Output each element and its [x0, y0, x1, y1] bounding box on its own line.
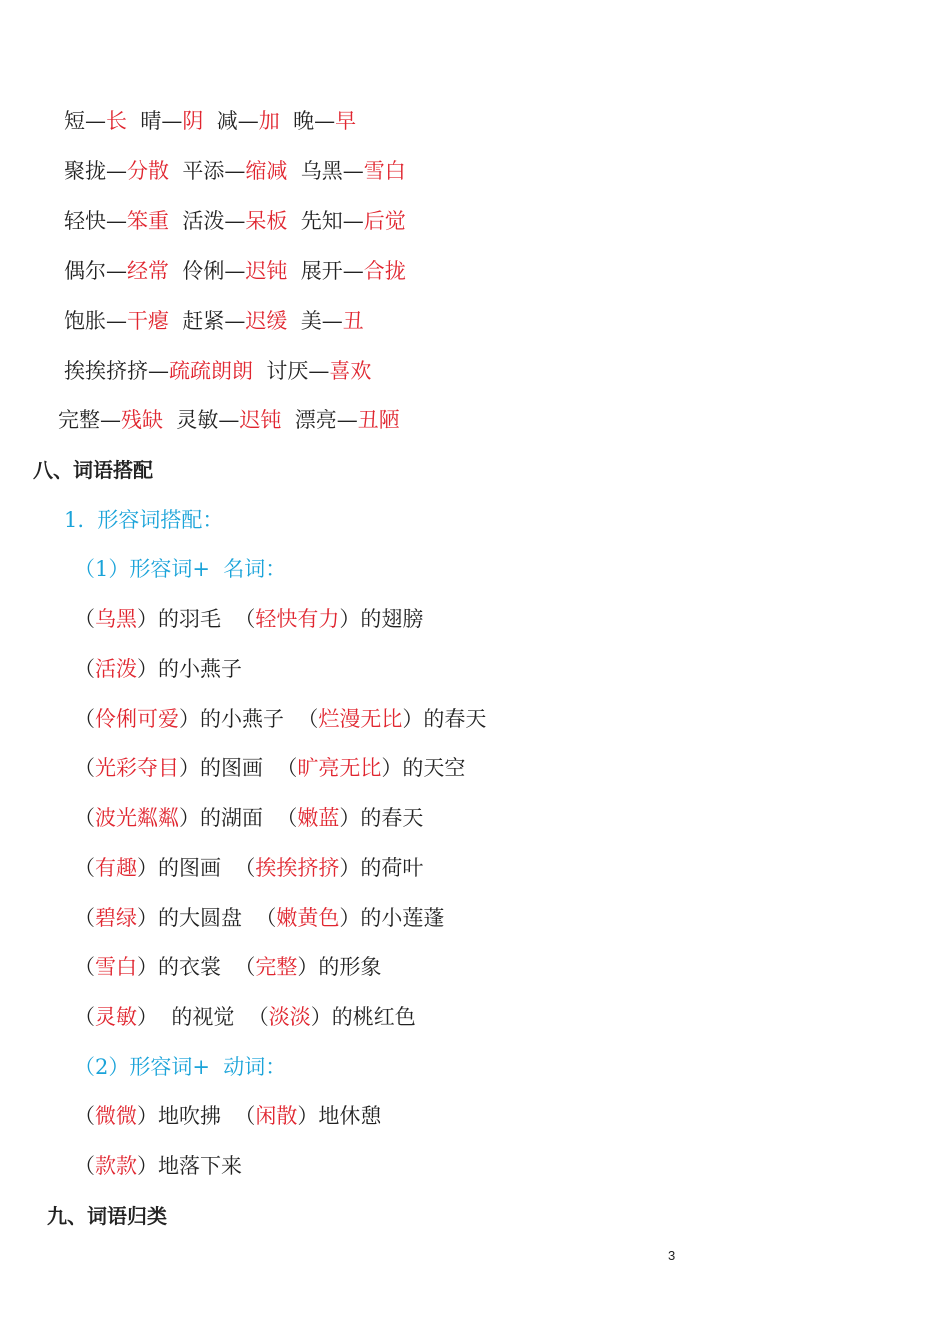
prompt-text: ）的桃红色	[310, 1005, 416, 1029]
answer-word: 完整	[255, 955, 298, 979]
prompt-text: 平添—	[169, 159, 246, 183]
prompt-text: ）的羽毛 （	[137, 607, 256, 631]
answer-word: 早	[335, 109, 357, 133]
prompt-text: 漂亮—	[281, 408, 358, 432]
prompt-text: 展开—	[287, 259, 364, 283]
prompt-text: （	[74, 657, 95, 681]
prompt-text: 先知—	[287, 209, 364, 233]
collocation-line	[74, 604, 423, 634]
answer-word: 雪白	[363, 159, 406, 183]
antonym-line	[64, 206, 406, 236]
answer-word: 淡淡	[268, 1005, 311, 1029]
collocation-line	[74, 704, 486, 734]
answer-word: 波光粼粼	[95, 806, 179, 830]
prompt-text: ） 的视觉 （	[137, 1005, 269, 1029]
prompt-text: （	[74, 1005, 95, 1029]
answer-word: 嫩蓝	[297, 806, 340, 830]
prompt-text: 减—	[203, 109, 259, 133]
prompt-text: ）的衣裳 （	[137, 955, 256, 979]
answer-word: 伶俐可爱	[95, 707, 179, 731]
answer-word: 闲散	[255, 1104, 298, 1128]
prompt-text: ）的图画 （	[137, 856, 256, 880]
answer-word: 光彩夺目	[95, 756, 179, 780]
prompt-text: （	[74, 806, 95, 830]
prompt-text: （	[74, 756, 95, 780]
antonym-line	[64, 156, 406, 186]
collocation-line	[74, 1151, 242, 1181]
prompt-text: 挨挨挤挤—	[64, 359, 169, 383]
prompt-text: （	[74, 607, 95, 631]
antonym-line	[64, 306, 364, 336]
prompt-text: （	[74, 856, 95, 880]
prompt-text: ）的春天	[402, 707, 487, 731]
prompt-text: ）地吹拂 （	[137, 1104, 256, 1128]
antonym-line	[64, 106, 356, 136]
prompt-text: ）的形象	[297, 955, 382, 979]
answer-word: 丑陋	[357, 408, 400, 432]
answer-word: 喜欢	[329, 359, 372, 383]
collocation-line	[74, 903, 444, 933]
prompt-text: ）的小莲蓬	[339, 906, 445, 930]
prompt-text: 偶尔—	[64, 259, 127, 283]
page-number: 3	[668, 1248, 676, 1263]
subheading-adjective-collocation: 1. 形容词搭配：	[64, 508, 224, 532]
prompt-text: 伶俐—	[169, 259, 246, 283]
answer-word: 微微	[95, 1104, 137, 1128]
prompt-text: ）的春天	[339, 806, 424, 830]
answer-word: 雪白	[95, 955, 137, 979]
answer-word: 分散	[127, 159, 169, 183]
prompt-text: 乌黑—	[287, 159, 364, 183]
answer-word: 乌黑	[95, 607, 137, 631]
prompt-text: 聚拢—	[64, 159, 127, 183]
collocation-line	[74, 753, 465, 783]
prompt-text: ）的湖面 （	[179, 806, 298, 830]
answer-word: 干瘪	[127, 309, 169, 333]
answer-word: 灵敏	[95, 1005, 137, 1029]
prompt-text: （	[74, 1154, 95, 1178]
antonym-line	[58, 405, 400, 435]
prompt-text: 短—	[64, 109, 106, 133]
subheading-adj-noun: （1）形容词+ 名词：	[74, 557, 287, 581]
answer-word: 长	[106, 109, 127, 133]
prompt-text: ）地落下来	[137, 1154, 242, 1178]
answer-word: 阴	[182, 109, 204, 133]
answer-word: 嫩黄色	[276, 906, 340, 930]
section-heading-8: 八、词语搭配	[33, 458, 153, 482]
collocation-line	[74, 952, 381, 982]
antonym-line	[64, 256, 406, 286]
answer-word: 旷亮无比	[297, 756, 382, 780]
prompt-text: 活泼—	[169, 209, 246, 233]
prompt-text: ）的荷叶	[339, 856, 424, 880]
answer-word: 笨重	[127, 209, 169, 233]
answer-word: 迟钝	[239, 408, 282, 432]
answer-word: 合拢	[363, 259, 406, 283]
answer-word: 疏疏朗朗	[169, 359, 253, 383]
answer-word: 款款	[95, 1154, 137, 1178]
antonym-line	[64, 356, 371, 386]
prompt-text: 美—	[287, 309, 343, 333]
collocation-line	[74, 803, 423, 833]
answer-word: 活泼	[95, 657, 137, 681]
prompt-text: （	[74, 906, 95, 930]
prompt-text: 灵敏—	[163, 408, 240, 432]
prompt-text: 讨厌—	[253, 359, 330, 383]
prompt-text: ）的小燕子	[137, 657, 242, 681]
prompt-text: 完整—	[58, 408, 121, 432]
answer-word: 缩减	[245, 159, 288, 183]
prompt-text: ）地休憩	[297, 1104, 382, 1128]
answer-word: 迟钝	[245, 259, 288, 283]
answer-word: 有趣	[95, 856, 137, 880]
prompt-text: （	[74, 955, 95, 979]
prompt-text: ）的小燕子 （	[179, 707, 319, 731]
answer-word: 迟缓	[245, 309, 288, 333]
answer-word: 后觉	[363, 209, 406, 233]
answer-word: 轻快有力	[255, 607, 340, 631]
collocation-line	[74, 1101, 381, 1131]
answer-word: 碧绿	[95, 906, 137, 930]
prompt-text: 轻快—	[64, 209, 127, 233]
prompt-text: 饱胀—	[64, 309, 127, 333]
prompt-text: 赶紧—	[169, 309, 246, 333]
prompt-text: 晴—	[127, 109, 183, 133]
answer-word: 丑	[342, 309, 364, 333]
prompt-text: ）的天空	[381, 756, 466, 780]
subheading-adj-verb: （2）形容词+ 动词：	[74, 1055, 287, 1079]
answer-word: 烂漫无比	[318, 707, 403, 731]
collocation-line	[74, 853, 423, 883]
answer-word: 加	[258, 109, 280, 133]
collocation-line	[74, 654, 242, 684]
answer-word: 经常	[127, 259, 169, 283]
answer-word: 呆板	[245, 209, 288, 233]
prompt-text: ）的大圆盘 （	[137, 906, 277, 930]
prompt-text: ）的图画 （	[179, 756, 298, 780]
prompt-text: 晚—	[279, 109, 336, 133]
answer-word: 残缺	[121, 408, 163, 432]
answer-word: 挨挨挤挤	[255, 856, 340, 880]
collocation-line	[74, 1002, 416, 1032]
prompt-text: （	[74, 1104, 95, 1128]
prompt-text: ）的翅膀	[339, 607, 424, 631]
prompt-text: （	[74, 707, 95, 731]
section-heading-9: 九、词语归类	[47, 1204, 167, 1228]
